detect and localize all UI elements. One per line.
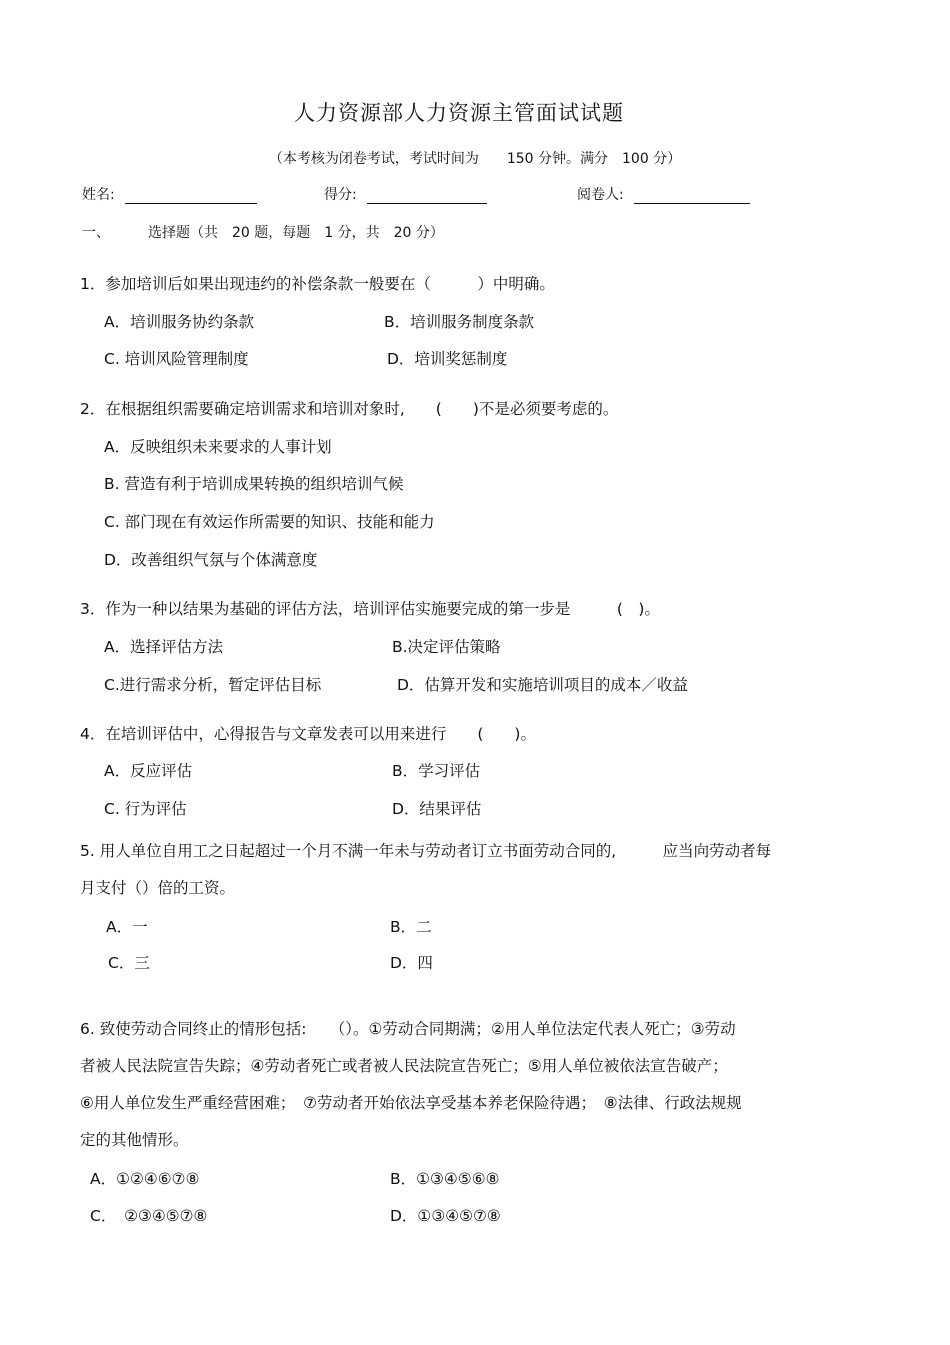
score-blank (367, 187, 487, 204)
score-field (324, 184, 487, 204)
question-5-option-d: D．四 (390, 954, 433, 972)
section-number: 一、 (82, 225, 110, 241)
question-6-option-d: D．①③④⑤⑦⑧ (390, 1207, 501, 1225)
question-4-option-b: B．学习评估 (392, 762, 481, 780)
exam-note: （本考核为闭卷考试，考试时间为 150 分钟。满分 100 分） (268, 151, 682, 167)
name-field (82, 184, 257, 204)
question-6-stem-line-3: ⑥用人单位发生严重经营困难； ⑦劳动者开始依法享受基本养老保险待遇； ⑧法律、行政法规规 (80, 1094, 742, 1112)
question-3-option-b: B.决定评估策略 (392, 638, 501, 656)
question-6-stem-line-2: 者被人民法院宣告失踪；④劳动者死亡或者被人民法院宣告死亡；⑤用人单位被依法宣告破产； (80, 1057, 728, 1075)
question-5-stem-line-1: 5. 用人单位自用工之日起超过一个月不满一年未与劳动者订立书面劳动合同的, 应当向劳动者每 (80, 842, 772, 860)
section-heading: 选择题（共 20 题，每题 1 分，共 20 分） (148, 225, 444, 241)
question-4-option-c: C. 行为评估 (104, 800, 187, 818)
question-5-stem-line-2: 月支付（）倍的工资。 (80, 879, 236, 897)
reviewer-label: 阅卷人: (577, 187, 624, 203)
question-6-option-b: B．①③④⑤⑥⑧ (390, 1170, 500, 1188)
question-5-option-c: C．三 (108, 954, 150, 972)
question-1-option-b: B．培训服务制度条款 (384, 313, 535, 331)
score-label: 得分: (324, 187, 357, 203)
question-5-option-a: A．一 (106, 918, 148, 936)
question-1-option-c: C. 培训风险管理制度 (104, 350, 249, 368)
question-2-option-a: A．反映组织未来要求的人事计划 (104, 438, 332, 456)
question-2-option-c: C. 部门现在有效运作所需要的知识、技能和能力 (104, 513, 435, 531)
reviewer-field (577, 184, 750, 204)
question-1-option-d: D．培训奖惩制度 (387, 350, 508, 368)
question-6-stem-line-4: 定的其他情形。 (80, 1131, 189, 1149)
question-1-option-a: A．培训服务协约条款 (104, 313, 255, 331)
name-blank (125, 187, 257, 204)
question-4-option-a: A．反应评估 (104, 762, 193, 780)
question-3-stem: 3．作为一种以结果为基础的评估方法，培训评估实施要完成的第一步是 ( )。 (80, 600, 660, 618)
name-label: 姓名: (82, 187, 115, 203)
question-3-option-c: C.进行需求分析，暂定评估目标 (104, 676, 322, 694)
question-6-option-a: A．①②④⑥⑦⑧ (90, 1170, 200, 1188)
question-2-stem: 2．在根据组织需要确定培训需求和培训对象时, ( )不是必须要考虑的。 (80, 400, 619, 418)
question-5-option-b: B．二 (390, 918, 432, 936)
reviewer-blank (634, 187, 750, 204)
question-2-option-d: D．改善组织气氛与个体满意度 (104, 551, 318, 569)
question-6-option-c: C． ②③④⑤⑦⑧ (90, 1207, 208, 1225)
question-3-option-d: D．估算开发和实施培训项目的成本／收益 (397, 676, 688, 694)
question-1-stem: 1．参加培训后如果出现违约的补偿条款一般要在（ ）中明确。 (80, 275, 555, 293)
question-3-option-a: A．选择评估方法 (104, 638, 224, 656)
question-2-option-b: B. 营造有利于培训成果转换的组织培训气候 (104, 475, 404, 493)
question-4-stem: 4．在培训评估中，心得报告与文章发表可以用来进行 ( )。 (80, 725, 536, 743)
question-6-stem-line-1: 6. 致使劳动合同终止的情形包括: （）。①劳动合同期满；②用人单位法定代表人死亡；③劳动 (80, 1020, 736, 1038)
page-title: 人力资源部人力资源主管面试试题 (294, 101, 624, 125)
question-4-option-d: D．结果评估 (392, 800, 482, 818)
